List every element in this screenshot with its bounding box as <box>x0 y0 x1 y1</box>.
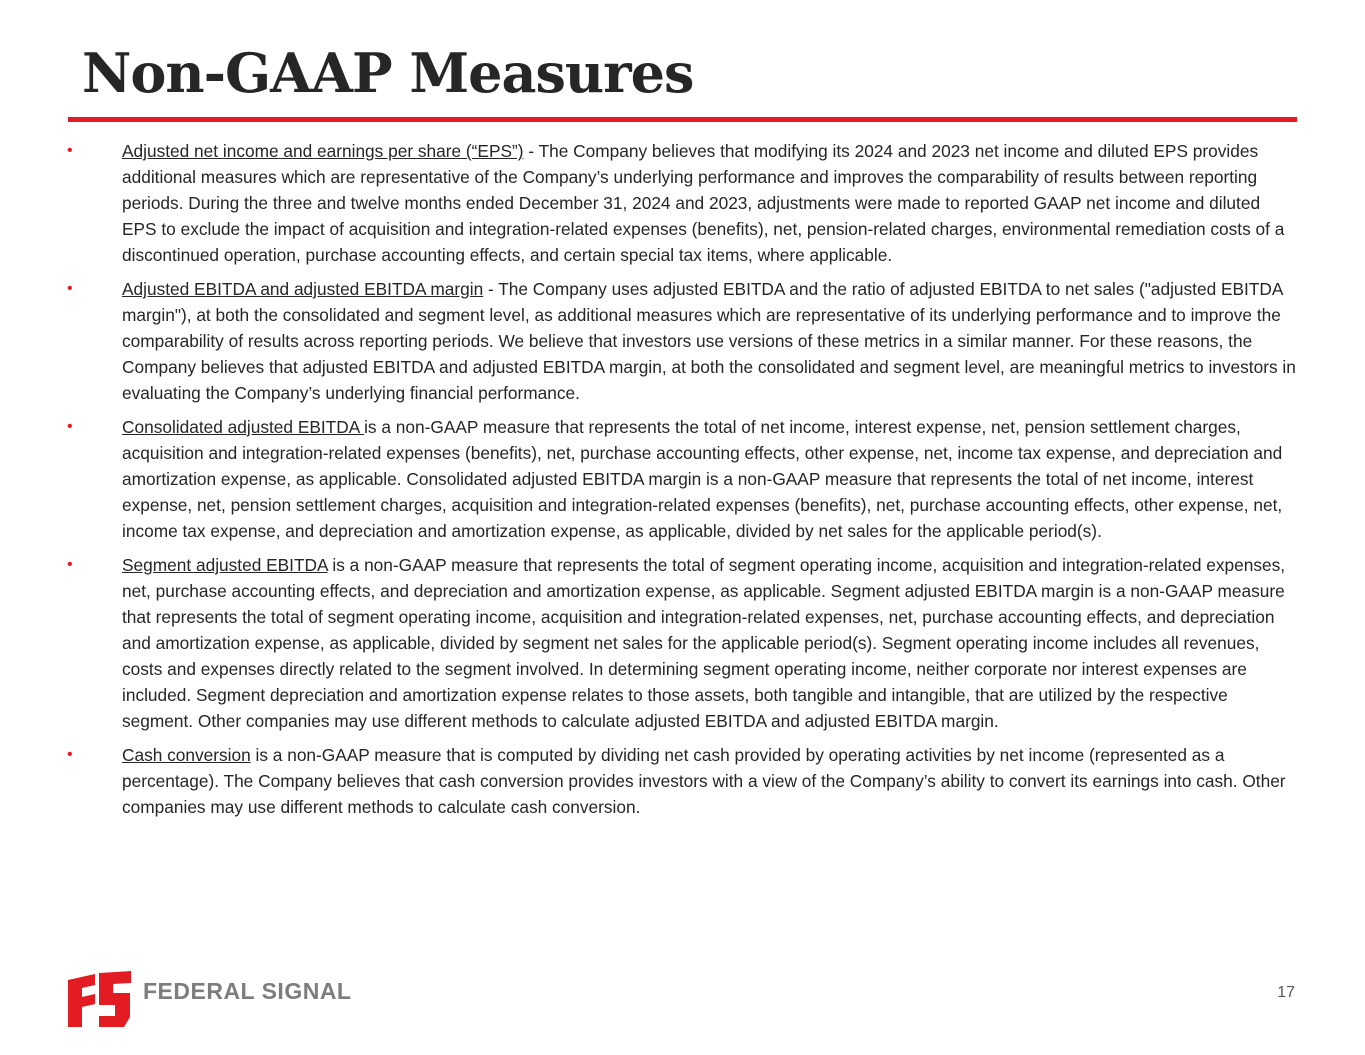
bullet-icon: • <box>67 142 73 159</box>
term-label: Segment adjusted EBITDA <box>122 555 328 575</box>
federal-signal-fs-logo-icon <box>68 971 131 1027</box>
bullet-icon: • <box>67 556 73 573</box>
list-item <box>66 276 1296 406</box>
definition-text: is a non-GAAP measure that is computed by dividing net cash provided by operating activities by net income (represented as a percentage). The Company believes that cash conversion provides investors with a view of the Company’s ability to convert its earnings into cash. Other companies may use different methods to calculate cash conversion. <box>122 745 1286 817</box>
bullet-icon: • <box>67 280 73 297</box>
list-item <box>66 742 1296 820</box>
term-label: Cash conversion <box>122 745 251 765</box>
definitions-list <box>66 138 1296 828</box>
page-number: 17 <box>1277 984 1295 1001</box>
logo-wordmark: FEDERAL SIGNAL <box>143 978 352 1004</box>
definition-text: - The Company believes that modifying its 2024 and 2023 net income and diluted EPS provides additional measures which are representative of the Company’s underlying performance and improves the comparability of results between reporting periods. During the three and twelve months ended December 31, 2024 and 2023, adjustments were made to reported GAAP net income and diluted EPS to exclude the impact of acquisition and integration-related expenses (benefits), net, pension-related charges, environmental remediation costs of a discontinued operation, purchase accounting effects, and certain special tax items, where applicable. <box>122 141 1285 265</box>
company-logo <box>68 971 351 1027</box>
page-title: Non-GAAP Measures <box>82 41 694 105</box>
definition-text: is a non-GAAP measure that represents the total of segment operating income, acquisition and integration-related expenses, net, purchase accounting effects, and depreciation and amortization expense, as applicable. Segment adjusted EBITDA margin is a non-GAAP measure that represents the total of segment operating income, acquisition and integration-related expenses, net, purchase accounting effects, and depreciation and amortization expense, as applicable, divided by segment net sales for the applicable period(s). Segment operating income includes all revenues, costs and expenses directly related to the segment involved. In determining segment operating income, neither corporate nor interest expenses are included. Segment depreciation and amortization expense relates to those assets, both tangible and intangible, that are utilized by the respective segment. Other companies may use different methods to calculate adjusted EBITDA and adjusted EBITDA margin. <box>122 555 1286 731</box>
term-label: Consolidated adjusted EBITDA <box>122 417 365 437</box>
term-label: Adjusted EBITDA and adjusted EBITDA margin <box>122 279 484 299</box>
bullet-icon: • <box>67 418 73 435</box>
definition-text: - The Company uses adjusted EBITDA and the ratio of adjusted EBITDA to net sales ("adjusted EBITDA margin"), at both the consolidated and segment level, as additional measures which are representative of its underlying performance and to improve the comparability of results across reporting periods. We believe that investors use versions of these metrics in a similar manner. For these reasons, the Company believes that adjusted EBITDA and adjusted EBITDA margin, at both the consolidated and segment level, are meaningful metrics to investors in evaluating the Company’s underlying financial performance. <box>122 279 1296 403</box>
list-item <box>66 552 1296 734</box>
title-divider <box>68 117 1297 122</box>
list-item <box>66 414 1296 544</box>
term-label: Adjusted net income and earnings per share (“EPS”) <box>122 141 524 161</box>
definition-text: is a non-GAAP measure that represents the total of net income, interest expense, net, pension settlement charges, acquisition and integration-related expenses (benefits), net, purchase accounting effects, other expense, net, income tax expense, and depreciation and amortization expense, as applicable. Consolidated adjusted EBITDA margin is a non-GAAP measure that represents the total of net income, interest expense, net, pension settlement charges, acquisition and integration-related expenses (benefits), net, purchase accounting effects, other expense, net, income tax expense, and depreciation and amortization expense, as applicable, divided by net sales for the applicable period(s). <box>122 417 1283 541</box>
bullet-icon: • <box>67 746 73 763</box>
list-item <box>66 138 1296 268</box>
